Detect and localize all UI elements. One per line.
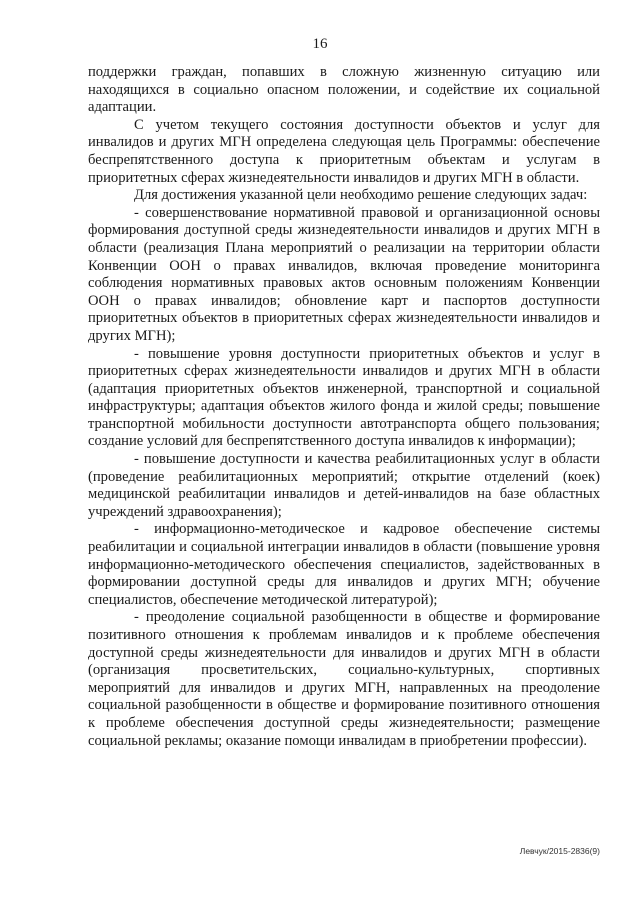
document-body <box>88 64 600 750</box>
paragraph: С учетом текущего состояния доступности объектов и услуг для инвалидов и других МГН определена следующая цель Программы: обеспечение беспрепятственного доступа к приоритетным объектам и услугам в приоритетных сферах жизнедеятельности инвалидов и других МГН в области. <box>88 116 600 186</box>
footer-code: Левчук/2015-2836(9) <box>519 846 600 856</box>
paragraph: поддержки граждан, попавших в сложную жизненную ситуацию или находящихся в социально опасном положении, и содействие их социальной адаптации. <box>88 64 600 116</box>
page-number: 16 <box>312 36 328 52</box>
list-item: - информационно-методическое и кадровое обеспечение системы реабилитации и социальной интеграции инвалидов в области (повышение уровня информационно-методического обеспечения специалистов, задействованных в формировании доступной среды для инвалидов и других МГН; обучение специалистов, обеспечение методической литературой); <box>88 521 600 608</box>
list-item: - совершенствование нормативной правовой и организационной основы формирования доступной среды жизнедеятельности инвалидов и других МГН в области (реализация Плана мероприятий о реализации на территории области Конвенции ООН о правах инвалидов, включая проведение мониторинга соблюдения нормативных правовых актов основным положениям Конвенции ООН о правах инвалидов; обновление карт и паспортов доступности приоритетных объектов в приоритетных сферах жизнедеятельности инвалидов и других МГН); <box>88 204 600 344</box>
paragraph: Для достижения указанной цели необходимо решение следующих задач: <box>134 187 588 204</box>
list-item: - преодоление социальной разобщенности в обществе и формирование позитивного отношения к проблемам инвалидов и к проблеме обеспечения доступной среды жизнедеятельности для инвалидов и других МГН в области (организация просветительских, социально-культурных, спортивных мероприятий для инвалидов и других МГН, направленных на преодоление социальной разобщенности в обществе и формирование позитивного отношения к проблеме обеспечения доступной среды жизнедеятельности; размещение социальной рекламы; оказание помощи инвалидам в приобретении профессии). <box>88 609 600 749</box>
list-item: - повышение доступности и качества реабилитационных услуг в области (проведение реабилитационных мероприятий; открытие отделений (коек) медицинской реабилитации инвалидов и детей-инвалидов на базе областных учреждений здравоохранения); <box>88 451 600 520</box>
list-item: - повышение уровня доступности приоритетных объектов и услуг в приоритетных сферах жизнедеятельности инвалидов и других МГН в области (адаптация приоритетных объектов инженерной, транспортной и социальной инфраструктуры; адаптация объектов жилого фонда и жилой среды; повышение транспортной мобильности доступности автотранспорта общего пользования; создание условий для беспрепятственного доступа инвалидов к информации); <box>88 345 600 450</box>
